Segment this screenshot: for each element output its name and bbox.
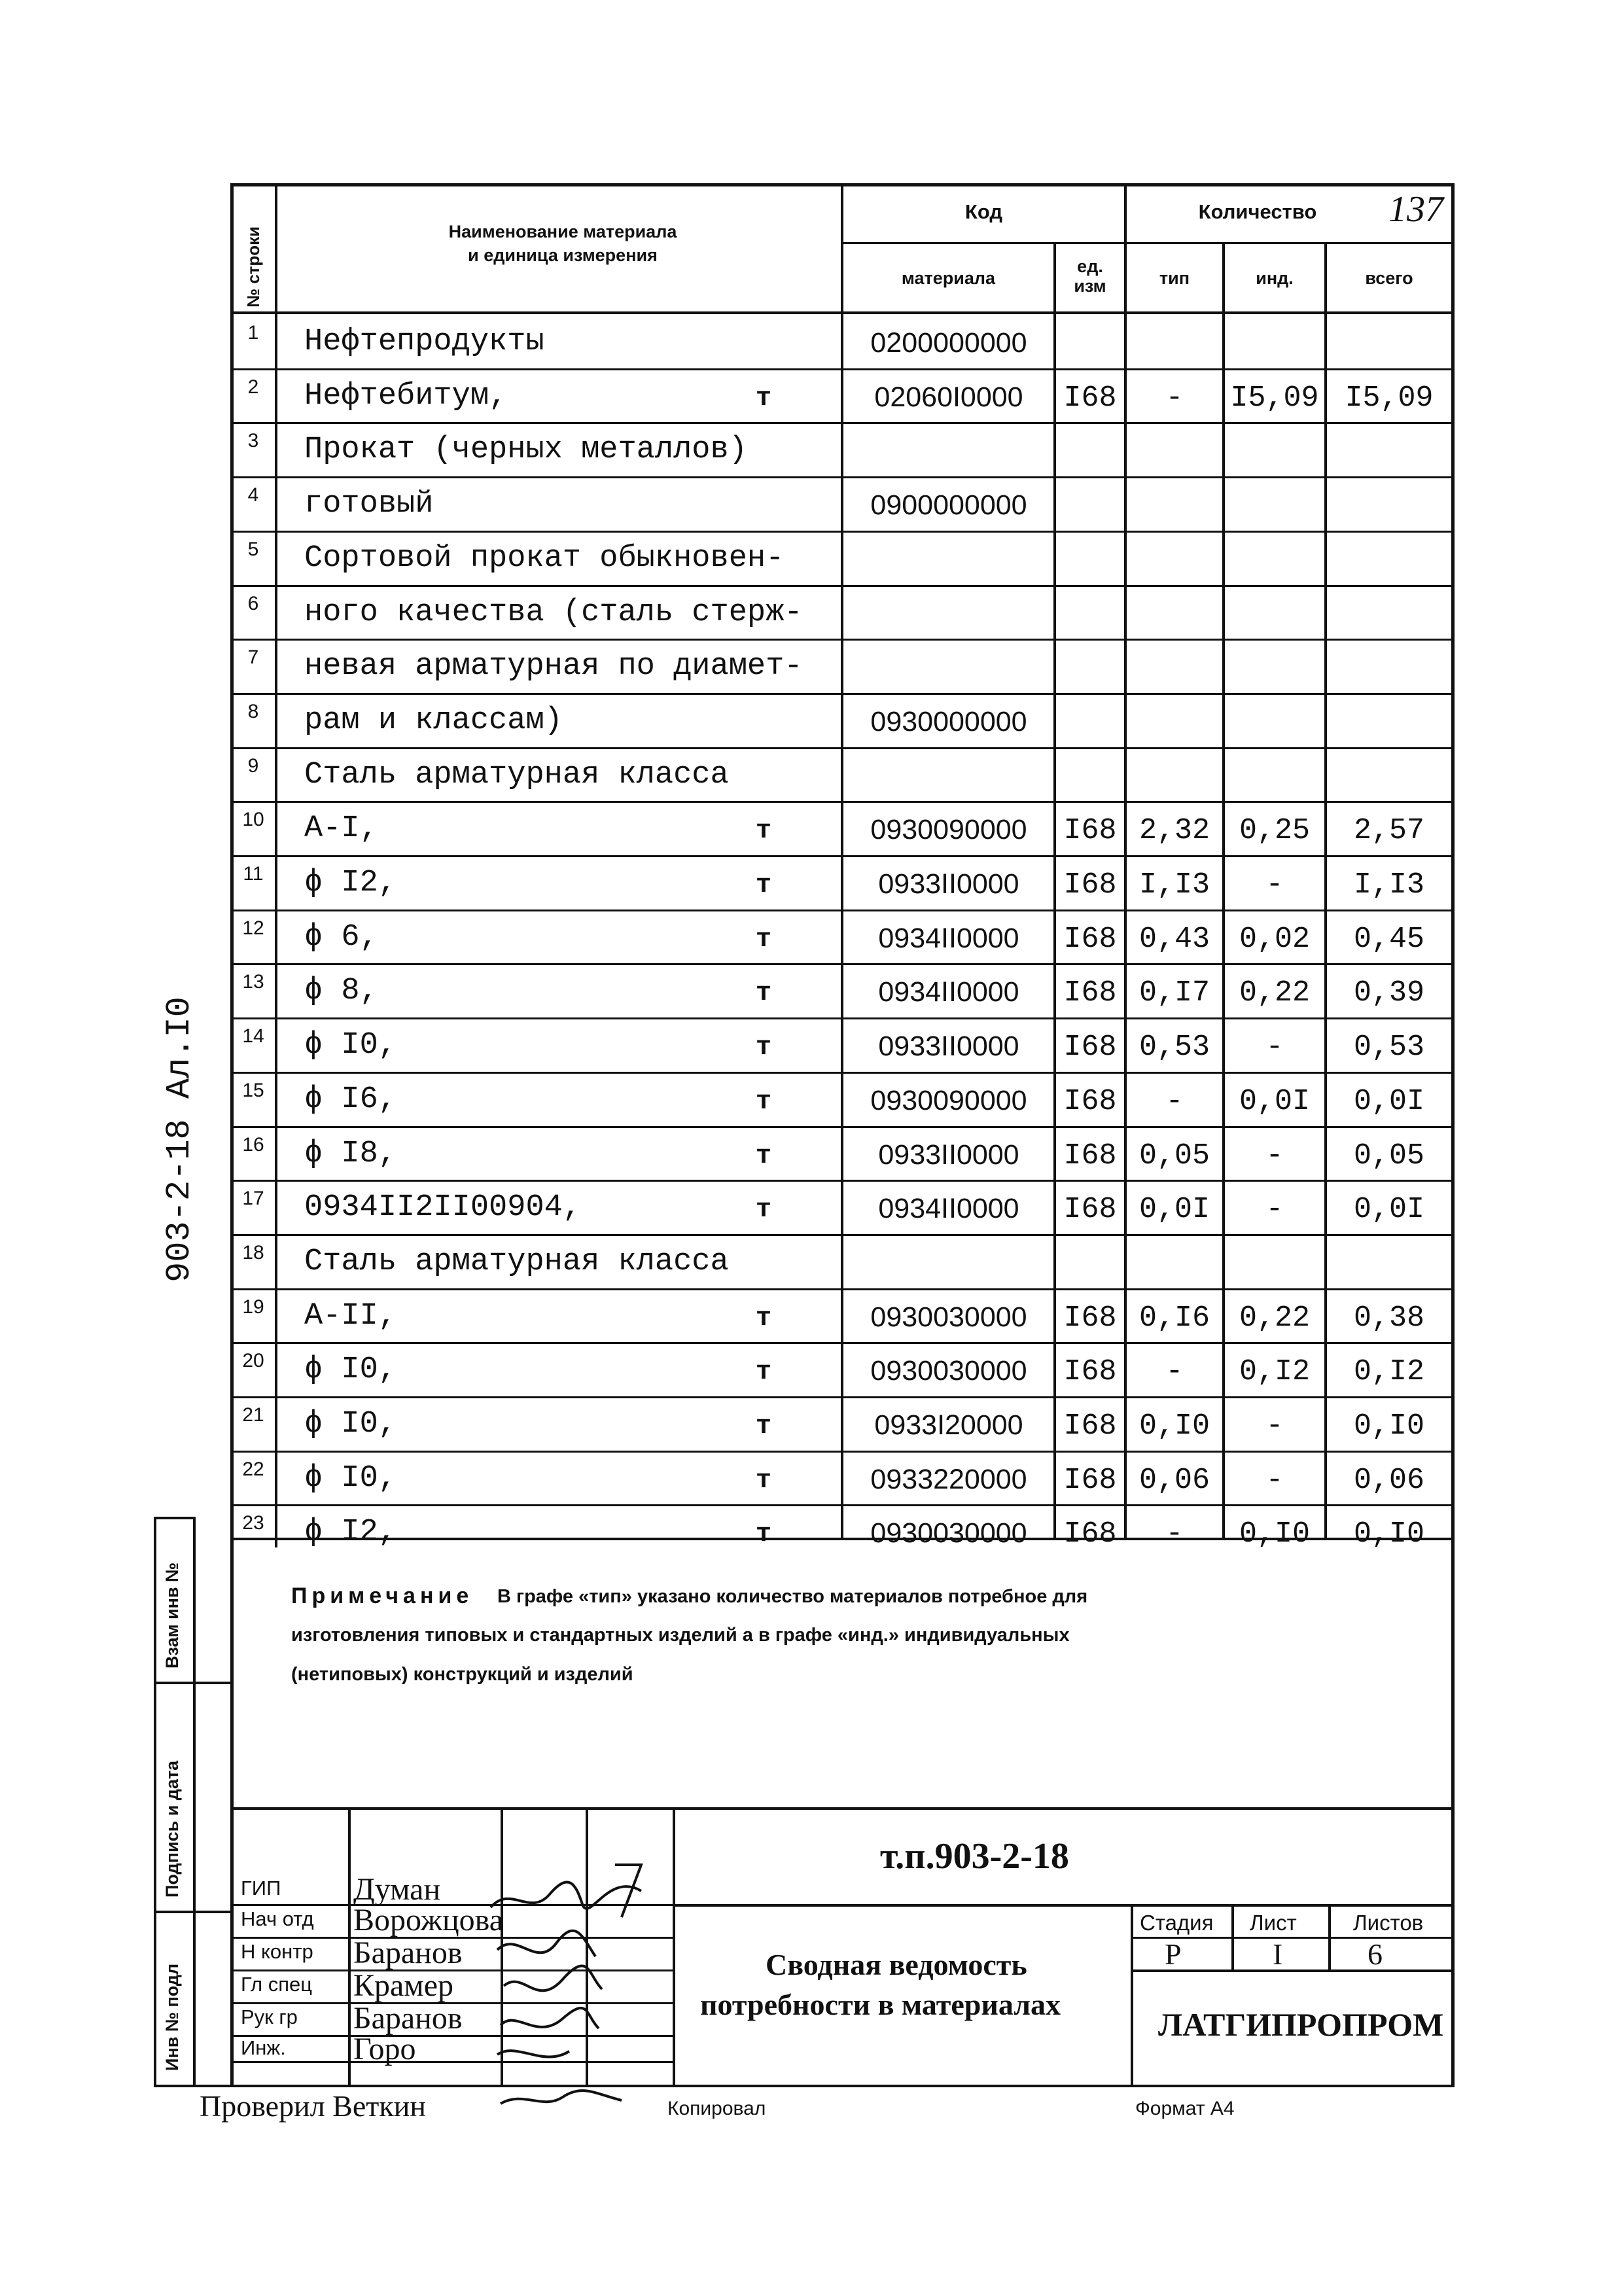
material-unit: т bbox=[756, 817, 772, 846]
qty-total: I5,09 bbox=[1345, 381, 1434, 415]
side-label-inv: Инв № подл bbox=[162, 1963, 182, 2071]
qty-total: 0,0I bbox=[1353, 1193, 1425, 1226]
row-number: 1 bbox=[247, 322, 259, 344]
material-unit: т bbox=[756, 871, 772, 900]
side-document-code: 903-2-18 Ал.I0 bbox=[160, 997, 199, 1282]
material-unit: т bbox=[756, 384, 772, 414]
unit-code: I68 bbox=[1063, 1301, 1117, 1335]
signer-role: Рук гр bbox=[241, 2005, 298, 2028]
signer-name: Крамер bbox=[353, 1968, 453, 2003]
material-unit: т bbox=[756, 1358, 772, 1387]
note-label: Примечание bbox=[291, 1583, 474, 1608]
material-name: Сталь арматурная класса bbox=[304, 1245, 729, 1279]
checked-by: Проверил Веткин bbox=[200, 2089, 426, 2123]
material-code: 0200000000 bbox=[870, 327, 1027, 359]
material-unit: т bbox=[756, 1304, 772, 1333]
material-code: 0933II0000 bbox=[878, 868, 1019, 900]
signer-name: Думан bbox=[353, 1872, 441, 1907]
qty-ind: 0,22 bbox=[1239, 976, 1311, 1010]
qty-total: 0,39 bbox=[1353, 976, 1425, 1010]
material-code: 0934II0000 bbox=[878, 1193, 1019, 1224]
header-quantity: Количество bbox=[1198, 200, 1317, 223]
unit-code: I68 bbox=[1063, 1409, 1117, 1443]
row-number: 23 bbox=[242, 1512, 264, 1534]
material-code: 02060I0000 bbox=[874, 381, 1023, 413]
unit-code: I68 bbox=[1063, 1193, 1117, 1226]
qty-tip: 2,32 bbox=[1139, 814, 1210, 847]
row-number: 9 bbox=[247, 755, 259, 777]
qty-ind: I5,09 bbox=[1230, 381, 1319, 415]
row-number: 15 bbox=[242, 1080, 264, 1101]
row-number: 20 bbox=[242, 1350, 264, 1371]
row-number: 2 bbox=[247, 376, 259, 398]
checker-signature bbox=[497, 2087, 628, 2113]
qty-tip: 0,I0 bbox=[1139, 1409, 1210, 1443]
row-number: 14 bbox=[242, 1025, 264, 1047]
signer-role: Нач отд bbox=[241, 1907, 314, 1930]
row-number: 19 bbox=[242, 1296, 264, 1318]
signer-role: Инж. bbox=[241, 2036, 286, 2059]
header-unit: ед. изм bbox=[1074, 256, 1106, 296]
signer-name: Ворожцова bbox=[353, 1903, 504, 1937]
header-code: Код bbox=[964, 200, 1003, 223]
signer-name: Баранов bbox=[353, 1935, 463, 1970]
qty-total: I,I3 bbox=[1353, 868, 1425, 902]
qty-ind: - bbox=[1265, 1031, 1284, 1064]
row-number: 18 bbox=[242, 1242, 264, 1263]
material-name: готовый bbox=[304, 487, 434, 521]
sheet-label: Лист bbox=[1250, 1911, 1297, 1935]
row-number: 21 bbox=[242, 1404, 264, 1426]
material-name: ϕ I0, bbox=[304, 1352, 397, 1387]
unit-code: I68 bbox=[1063, 1139, 1117, 1173]
sheets-label: Листов bbox=[1353, 1911, 1424, 1935]
header-row-number: № строки bbox=[243, 226, 263, 308]
qty-ind: 0,25 bbox=[1239, 814, 1311, 847]
qty-total: 0,I2 bbox=[1353, 1355, 1425, 1388]
unit-code: I68 bbox=[1063, 1355, 1117, 1388]
qty-tip: 0,53 bbox=[1139, 1031, 1210, 1064]
row-number: 4 bbox=[247, 484, 259, 506]
qty-tip: - bbox=[1165, 1517, 1184, 1551]
material-unit: т bbox=[756, 1087, 772, 1117]
qty-ind: 0,I2 bbox=[1239, 1355, 1311, 1388]
material-code: 0900000000 bbox=[870, 489, 1027, 521]
material-unit: т bbox=[756, 1412, 772, 1441]
material-name: Нефтебитум, bbox=[304, 379, 508, 414]
material-code: 0930030000 bbox=[870, 1355, 1027, 1386]
material-name: А-I, bbox=[304, 811, 378, 846]
qty-total: 2,57 bbox=[1353, 814, 1425, 847]
material-name: ϕ I0, bbox=[304, 1407, 397, 1441]
row-number: 10 bbox=[242, 809, 264, 830]
header-name: Наименование материала и единица измерения bbox=[448, 222, 677, 265]
material-name: ϕ 6, bbox=[304, 920, 378, 955]
qty-ind: 0,0I bbox=[1239, 1085, 1311, 1118]
qty-total: 0,06 bbox=[1353, 1464, 1425, 1497]
material-unit: т bbox=[756, 1520, 772, 1549]
unit-code: I68 bbox=[1063, 976, 1117, 1010]
signer-role: ГИП bbox=[241, 1877, 281, 1899]
row-number: 7 bbox=[247, 646, 259, 668]
qty-tip: 0,06 bbox=[1139, 1464, 1210, 1497]
material-unit: т bbox=[756, 1195, 772, 1225]
material-code: 0933II0000 bbox=[878, 1139, 1019, 1171]
copied-label: Копировал bbox=[667, 2098, 766, 2119]
side-label-podpis: Подпись и дата bbox=[162, 1760, 182, 1898]
row-number: 6 bbox=[247, 593, 259, 614]
material-name: ϕ I2, bbox=[304, 1515, 397, 1549]
qty-total: 0,I0 bbox=[1353, 1517, 1425, 1551]
sheets-value: 6 bbox=[1368, 1937, 1383, 1971]
material-code: 0930030000 bbox=[870, 1517, 1027, 1549]
material-unit: т bbox=[756, 1033, 772, 1063]
doc-title-line-2: потребности в материалах bbox=[700, 1988, 1061, 2021]
format-label: Формат А4 bbox=[1135, 2098, 1235, 2119]
qty-ind: - bbox=[1265, 1409, 1284, 1443]
material-code: 0930030000 bbox=[870, 1301, 1027, 1333]
material-name: невая арматурная по диамет- bbox=[304, 649, 803, 684]
material-unit: т bbox=[756, 1466, 772, 1496]
material-name: Нефтепродукты bbox=[304, 325, 544, 359]
material-name: ϕ I8, bbox=[304, 1137, 397, 1171]
unit-code: I68 bbox=[1063, 1031, 1117, 1064]
material-code: 0934II0000 bbox=[878, 976, 1019, 1008]
qty-total: 0,45 bbox=[1353, 923, 1425, 956]
header-ind: инд. bbox=[1256, 268, 1294, 288]
note-line-1: В графе «тип» указано количество материалов потребное для bbox=[497, 1586, 1088, 1607]
qty-tip: 0,43 bbox=[1139, 923, 1210, 956]
header-tip: тип bbox=[1159, 268, 1190, 288]
qty-tip: - bbox=[1165, 1085, 1184, 1118]
material-name: рам и классам) bbox=[304, 703, 563, 738]
row-number: 11 bbox=[243, 863, 264, 885]
unit-code: I68 bbox=[1063, 1464, 1117, 1497]
stage-value: Р bbox=[1165, 1937, 1182, 1971]
note-line-3: (нетиповых) конструкций и изделий bbox=[291, 1664, 633, 1685]
qty-tip: 0,I7 bbox=[1139, 976, 1210, 1010]
row-number: 17 bbox=[242, 1188, 264, 1209]
sheet-value: I bbox=[1273, 1937, 1283, 1971]
qty-total: 0,53 bbox=[1353, 1031, 1425, 1064]
qty-ind: 0,02 bbox=[1239, 923, 1311, 956]
qty-total: 0,38 bbox=[1353, 1301, 1425, 1335]
material-name: А-II, bbox=[304, 1299, 397, 1333]
note-line-2: изготовления типовых и стандартных изделий а в графе «инд.» индивидуальных bbox=[291, 1625, 1070, 1646]
qty-tip: I,I3 bbox=[1139, 868, 1210, 902]
signer-name: Баранов bbox=[353, 2001, 463, 2036]
signer-role: Н контр bbox=[241, 1940, 313, 1963]
unit-code: I68 bbox=[1063, 1517, 1117, 1551]
material-unit: т bbox=[756, 925, 772, 955]
row-number: 8 bbox=[247, 701, 259, 722]
unit-code: I68 bbox=[1063, 1085, 1117, 1118]
signer-role: Гл спец bbox=[241, 1973, 313, 1996]
doc-title-line-1: Сводная ведомость bbox=[766, 1948, 1027, 1981]
qty-tip: - bbox=[1165, 1355, 1184, 1388]
organization-name: ЛАТГИПРОПРОМ bbox=[1158, 2006, 1444, 2043]
unit-code: I68 bbox=[1063, 381, 1117, 415]
material-name: ϕ 8, bbox=[304, 974, 378, 1008]
qty-ind: 0,I0 bbox=[1239, 1517, 1311, 1551]
qty-ind: - bbox=[1265, 868, 1284, 902]
side-label-vzam: Взам инв № bbox=[162, 1562, 182, 1669]
qty-tip: 0,0I bbox=[1139, 1193, 1210, 1226]
material-code: 0930090000 bbox=[870, 1085, 1027, 1116]
material-name: Прокат (черных металлов) bbox=[304, 433, 747, 467]
row-number: 22 bbox=[242, 1458, 264, 1480]
row-number: 16 bbox=[242, 1134, 264, 1156]
material-code: 0933220000 bbox=[870, 1464, 1027, 1495]
qty-tip: - bbox=[1165, 381, 1184, 415]
qty-tip: 0,05 bbox=[1139, 1139, 1210, 1173]
material-code: 0930000000 bbox=[870, 706, 1027, 737]
signature-scribbles bbox=[471, 1845, 694, 2068]
row-number: 13 bbox=[242, 971, 264, 993]
material-code: 0933I20000 bbox=[874, 1409, 1023, 1441]
unit-code: I68 bbox=[1063, 868, 1117, 902]
material-name: 0934II2II00904, bbox=[304, 1190, 582, 1225]
material-name: Сталь арматурная класса bbox=[304, 758, 729, 792]
material-unit: т bbox=[756, 979, 772, 1008]
material-name: ϕ I6, bbox=[304, 1082, 397, 1117]
qty-total: 0,05 bbox=[1353, 1139, 1425, 1173]
page-number: 137 bbox=[1388, 189, 1443, 230]
material-name: ϕ I0, bbox=[304, 1028, 397, 1063]
row-number: 3 bbox=[247, 430, 259, 451]
material-unit: т bbox=[756, 1142, 772, 1171]
material-name: ного качества (сталь стерж- bbox=[304, 595, 803, 630]
qty-total: 0,I0 bbox=[1353, 1409, 1425, 1443]
doc-code: т.п.903-2-18 bbox=[880, 1836, 1069, 1877]
qty-ind: - bbox=[1265, 1193, 1284, 1226]
signer-name: Горо bbox=[353, 2032, 416, 2066]
qty-ind: - bbox=[1265, 1464, 1284, 1497]
unit-code: I68 bbox=[1063, 814, 1117, 847]
header-material: материала bbox=[901, 268, 996, 288]
material-name: ϕ I2, bbox=[304, 866, 397, 900]
material-name: Сортовой прокат обыкновен- bbox=[304, 541, 785, 576]
qty-total: 0,0I bbox=[1353, 1085, 1425, 1118]
row-number: 12 bbox=[242, 917, 264, 939]
material-code: 0934II0000 bbox=[878, 923, 1019, 954]
header-total: всего bbox=[1365, 268, 1413, 288]
material-code: 0933II0000 bbox=[878, 1031, 1019, 1062]
material-name: ϕ I0, bbox=[304, 1461, 397, 1496]
row-number: 5 bbox=[247, 539, 259, 560]
qty-ind: 0,22 bbox=[1239, 1301, 1311, 1335]
material-code: 0930090000 bbox=[870, 814, 1027, 845]
qty-tip: 0,I6 bbox=[1139, 1301, 1210, 1335]
unit-code: I68 bbox=[1063, 923, 1117, 956]
stage-label: Стадия bbox=[1140, 1911, 1214, 1935]
qty-ind: - bbox=[1265, 1139, 1284, 1173]
